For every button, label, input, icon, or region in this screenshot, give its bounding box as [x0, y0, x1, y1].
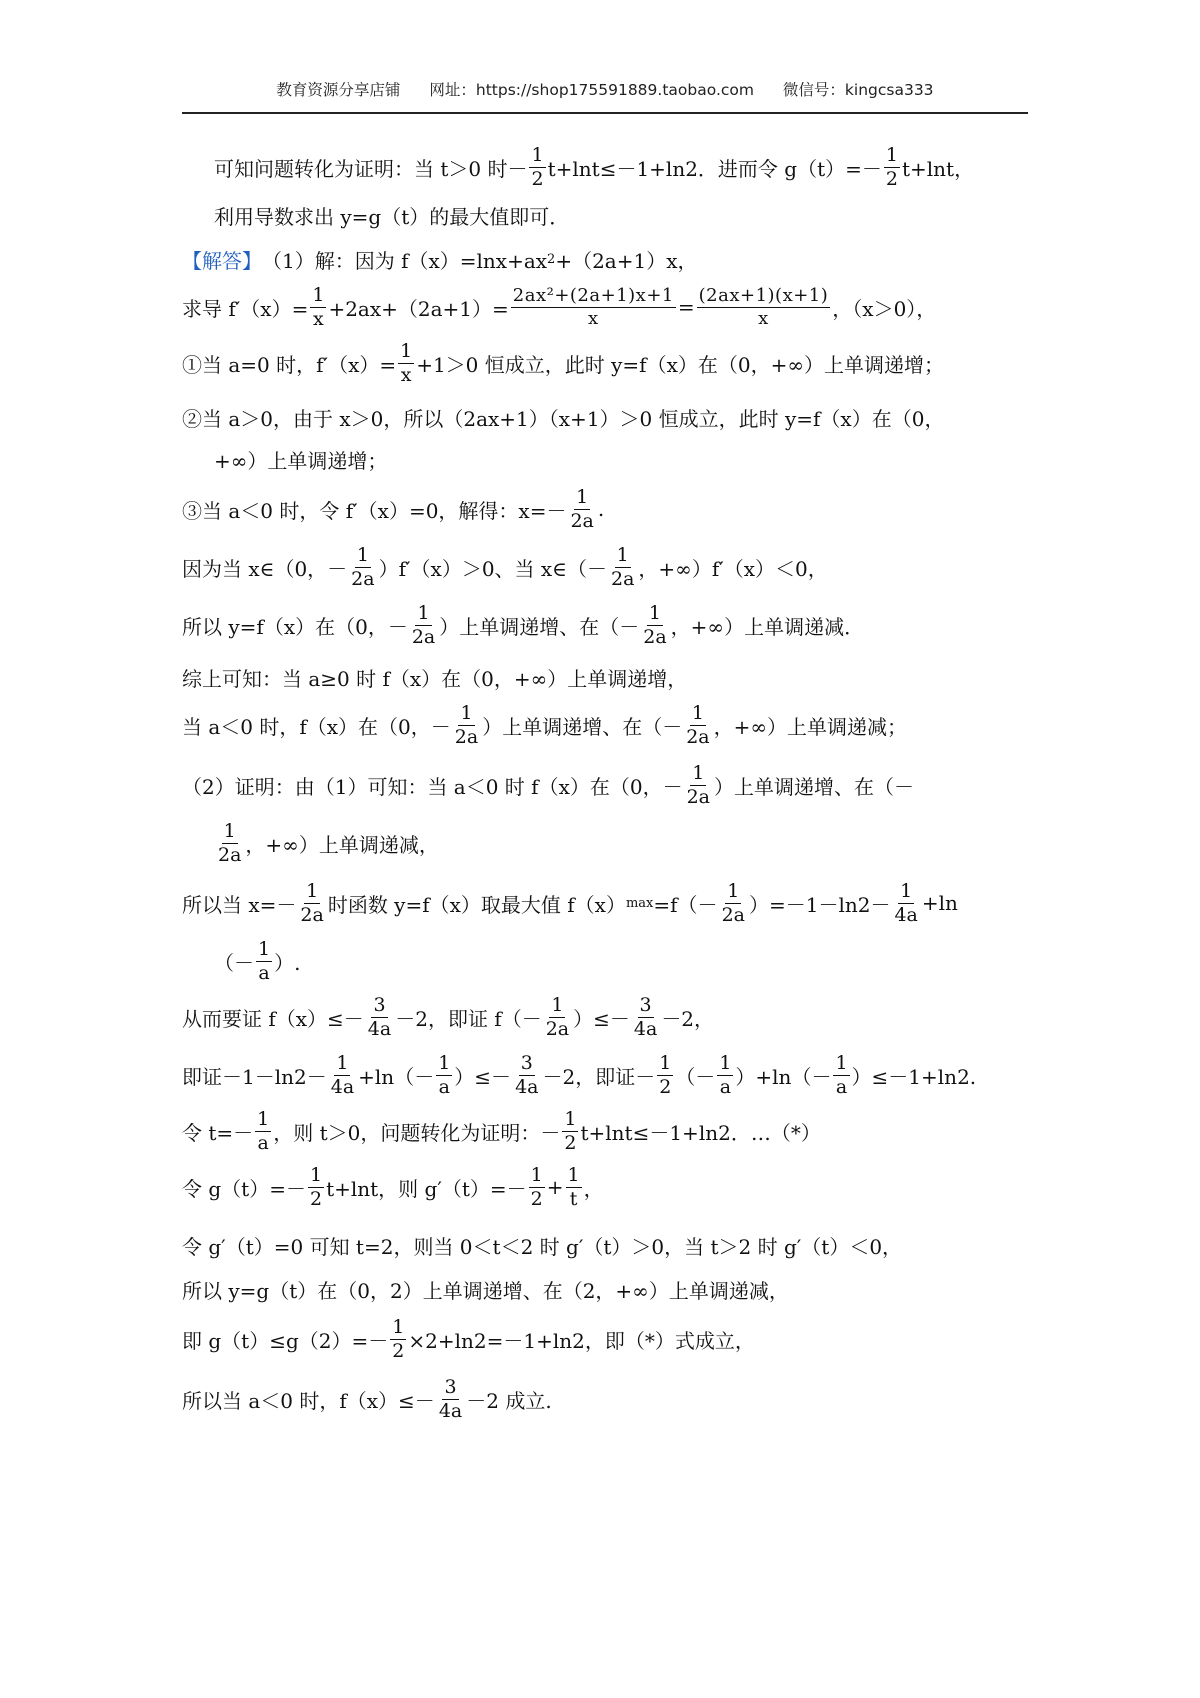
- fraction: $\frac{3}{4a}$: [633, 993, 658, 1040]
- fraction: $\frac{3}{4a}$: [438, 1375, 463, 1422]
- text-line: （－ $\frac{1}{a}$ ）.: [214, 937, 301, 984]
- fraction: $\frac{1}{a}$: [438, 1051, 451, 1098]
- fraction: $\frac{1}{a}$: [835, 1051, 848, 1098]
- text-line: 可知问题转化为证明：当 t＞0 时－ $\frac{1}{2}$ t+lnt≤－1+ln2．进而令 g（t）=－ $\frac{1}{2}$ t+lnt，: [214, 143, 975, 190]
- fraction: $\frac{1}{2a}$: [411, 601, 436, 648]
- fraction: $\frac{1}{2}$: [885, 143, 898, 190]
- text-line: 因为当 x∈（0，－ $\frac{1}{2a}$ ）f′（x）＞0、当 x∈（－ $\frac{1}{2a}$ ，+∞）f′（x）＜0，: [182, 543, 828, 590]
- fraction: $\frac{1}{2a}$: [643, 601, 667, 648]
- text-line: 【解答】 （1）解：因为 f（x）=lnx+ax 2 +（2a+1）x，: [182, 234, 698, 284]
- text-line: 利用导数求出 y=g（t）的最大值即可．: [214, 204, 570, 229]
- fraction: $\frac{1}{t}$: [567, 1163, 580, 1210]
- fraction: $\frac{1}{2a}$: [610, 543, 635, 590]
- fraction: $\frac{1}{2a}$: [351, 543, 375, 590]
- fraction: $\frac{1}{2a}$: [686, 761, 710, 808]
- text-line: 即证－1－ln2－ $\frac{1}{4a}$ +ln（－ $\frac{1}{a}$ ）≤－ $\frac{3}{4a}$ －2，即证－ $\frac{1}{2}$ （－ $\frac{1}{a}$ ）+ln（－ $\frac{1}{a}$ ）≤－1+ln2.: [182, 1051, 977, 1098]
- text-line: ③当 a＜0 时，令 f′（x）=0，解得：x=－ $\frac{1}{2a}$ .: [182, 485, 605, 532]
- fraction: $\frac{1}{4a}$: [894, 879, 918, 926]
- text-line: 令 g（t）=－ $\frac{1}{2}$ t+lnt，则 g′（t）=－ $\frac{1}{2}$ + $\frac{1}{t}$ ，: [182, 1163, 604, 1210]
- header-url: 网址：https://shop175591889.taobao.com: [429, 81, 754, 99]
- fraction: $\frac{1}{a}$: [258, 937, 271, 984]
- page-header: [182, 78, 1028, 114]
- text-line: 即 g（t）≤g（2）=－ $\frac{1}{2}$ ×2+ln2=－1+ln2，即（*）式成立，: [182, 1315, 755, 1362]
- text-line: 求导 f′（x）= $\frac{1}{x}$ +2ax+（2a+1）= $\frac{\text{2ax²+(2a+1)x+1}}{x}$ = $\frac{(2ax+1)(x+1)}{x}$ ，（x＞0），: [182, 283, 937, 330]
- text-line: 所以 y=g（t）在（0，2）上单调递增、在（2，+∞）上单调递减，: [182, 1278, 789, 1303]
- fraction: $\frac{1}{2a}$: [545, 993, 570, 1040]
- fraction: $\frac{1}{2a}$: [721, 879, 745, 926]
- header-shop: 教育资源分享店铺: [276, 81, 401, 99]
- fraction: $\frac{\text{2ax²+(2a+1)x+1}}{x}$: [512, 284, 674, 329]
- fraction: $\frac{1}{a}$: [719, 1051, 732, 1098]
- fraction: $\frac{1}{2}$: [392, 1315, 405, 1362]
- fraction: $\frac{1}{4a}$: [330, 1051, 355, 1098]
- fraction: $\frac{(2ax+1)(x+1)}{x}$: [698, 284, 829, 329]
- fraction: $\frac{1}{2a}$: [300, 879, 324, 926]
- fraction: $\frac{1}{2}$: [531, 143, 544, 190]
- answer-tag: 【解答】: [182, 248, 262, 273]
- text-line: 令 t=－ $\frac{1}{a}$ ，则 t＞0，问题转化为证明：－ $\frac{1}{2}$ t+lnt≤－1+ln2．…（*）: [182, 1107, 821, 1154]
- fraction: $\frac{1}{2}$: [564, 1107, 577, 1154]
- text-line: +∞）上单调递增；: [214, 448, 388, 473]
- fraction: $\frac{1}{2}$: [659, 1051, 672, 1098]
- text-line: （2）证明：由（1）可知：当 a＜0 时 f（x）在（0，－ $\frac{1}{2a}$ ）上单调递增、在（－: [182, 761, 914, 808]
- text-line: 当 a＜0 时，f（x）在（0，－ $\frac{1}{2a}$ ）上单调递增、在（－ $\frac{1}{2a}$ ，+∞）上单调递减；: [182, 701, 908, 748]
- text-line: 从而要证 f（x）≤－ $\frac{3}{4a}$ －2，即证 f（－ $\frac{1}{2a}$ ）≤－ $\frac{3}{4a}$ －2，: [182, 993, 715, 1040]
- fraction: $\frac{1}{2}$: [309, 1163, 323, 1210]
- fraction: $\frac{1}{2a}$: [454, 701, 479, 748]
- fraction: $\frac{1}{2a}$: [218, 819, 242, 866]
- text-line: 所以 y=f（x）在（0，－ $\frac{1}{2a}$ ）上单调递增、在（－ $\frac{1}{2a}$ ，+∞）上单调递减．: [182, 601, 865, 648]
- text-line: 所以当 x=－ $\frac{1}{2a}$ 时函数 y=f（x）取最大值 f（x） max =f（－ $\frac{1}{2a}$ ）=－1－ln2－ $\frac{1}{4a}$ +ln: [182, 879, 958, 926]
- text-line: ②当 a＞0，由于 x＞0，所以（2ax+1）（x+1）＞0 恒成立，此时 y=f（x）在（0，: [182, 406, 945, 431]
- fraction: $\frac{1}{2a}$: [686, 701, 710, 748]
- text-line: 令 g′（t）=0 可知 t=2，则当 0＜t＜2 时 g′（t）＞0，当 t＞2 时 g′（t）＜0，: [182, 1234, 903, 1259]
- fraction: $\frac{3}{4a}$: [515, 1051, 539, 1098]
- fraction: $\frac{1}{a}$: [257, 1107, 270, 1154]
- fraction: $\frac{1}{2}$: [530, 1163, 543, 1210]
- fraction: $\frac{1}{2a}$: [570, 485, 594, 532]
- text-line: $\frac{1}{2a}$ ，+∞）上单调递减，: [218, 819, 439, 866]
- fraction: $\frac{1}{x}$: [400, 339, 413, 386]
- text-line: ①当 a=0 时，f′（x）= $\frac{1}{x}$ +1＞0 恒成立，此时 y=f（x）在（0，+∞）上单调递增；: [182, 339, 945, 386]
- fraction: $\frac{3}{4a}$: [367, 993, 392, 1040]
- header-wechat: 微信号：kingcsa333: [782, 81, 934, 99]
- text-line: 所以当 a＜0 时，f（x）≤－ $\frac{3}{4a}$ －2 成立.: [182, 1375, 552, 1422]
- fraction: $\frac{1}{x}$: [312, 283, 325, 330]
- text-line: 综上可知：当 a≥0 时 f（x）在（0，+∞）上单调递增，: [182, 666, 688, 691]
